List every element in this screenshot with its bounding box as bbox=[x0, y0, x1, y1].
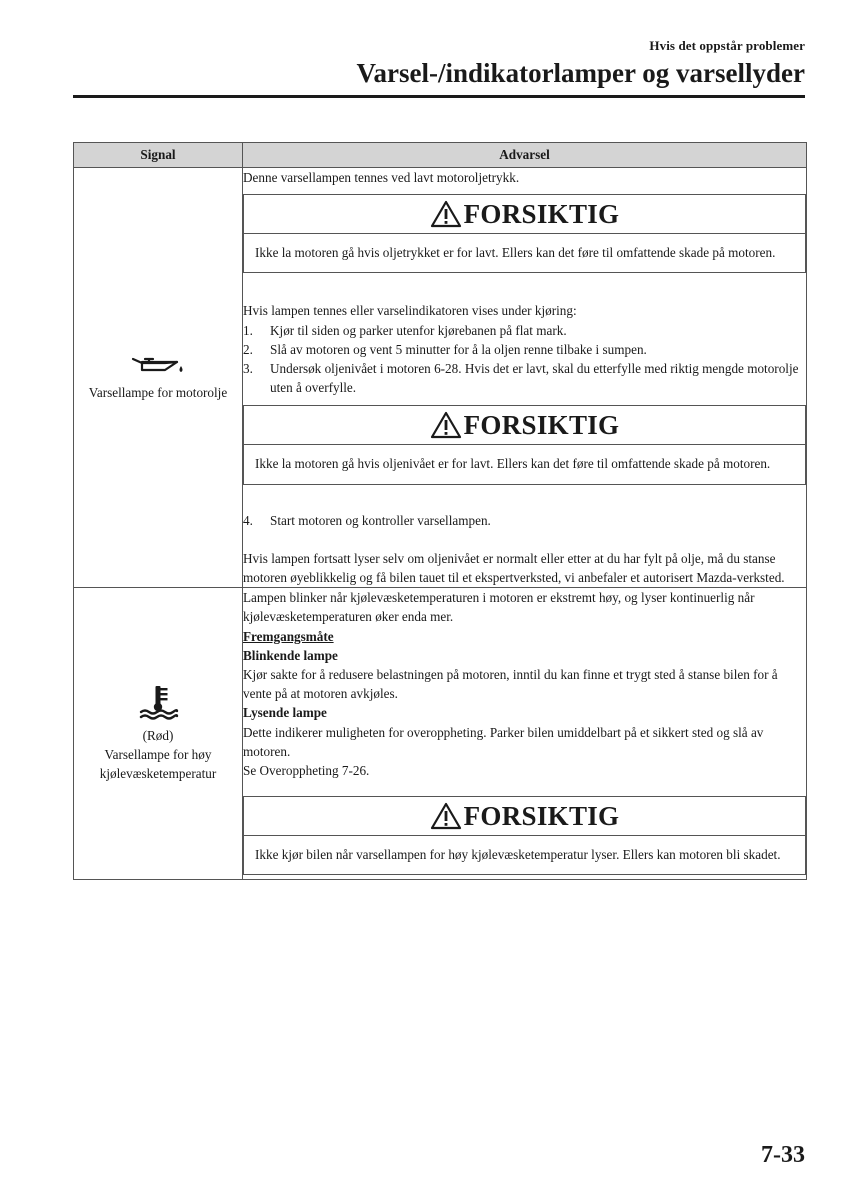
page-title: Varsel-/indikatorlamper og varsellyder bbox=[356, 58, 805, 88]
oil-closing: Hvis lampen fortsatt lyser selv om oljenivået er normalt eller etter at du har fylt på olje, må du stanse motoren øyeblikkelig og få bilen tauet til et ekspertverksted, vi anbefaler et autorisert Mazda-verksted. bbox=[243, 550, 785, 586]
caution-text: Ikke la motoren gå hvis oljetrykket er for lavt. Ellers kan det føre til omfattende skade på motoren. bbox=[255, 245, 776, 261]
caution-heading-text: FORSIKTIG bbox=[463, 800, 620, 831]
warning-triangle-icon bbox=[430, 200, 462, 228]
column-header-warning: Advarsel bbox=[243, 143, 807, 168]
table-row bbox=[74, 588, 807, 880]
step-text: Start motoren og kontroller varsellampen. bbox=[270, 512, 491, 528]
warning-triangle-icon bbox=[430, 411, 462, 439]
warning-triangle-icon bbox=[430, 802, 462, 830]
list-item bbox=[243, 511, 806, 530]
advice-cell bbox=[243, 588, 807, 880]
blinking-text: Kjør sakte for å redusere belastningen på motoren, inntil du kan finne et trygt sted å stanse bilen for å vente på at motoren avkjøles. bbox=[243, 667, 778, 702]
signal-label-coolant: Varsellampe for høy kjølevæsketemperatur bbox=[99, 747, 217, 782]
title-rule bbox=[73, 95, 805, 98]
caution-text: Ikke kjør bilen når varsellampen for høy kjølevæsketemperatur lyser. Ellers kan motoren bli skadet. bbox=[255, 847, 781, 863]
caution-heading bbox=[244, 195, 805, 234]
procedure-heading: Fremgangsmåte bbox=[243, 628, 334, 644]
coolant-intro: Lampen blinker når kjølevæsketemperaturen i motoren er ekstremt høy, og lyser kontinuerlig når kjølevæsketemperaturen øker enda mer. bbox=[243, 590, 755, 625]
caution-heading bbox=[244, 797, 805, 836]
column-header-signal: Signal bbox=[74, 143, 243, 168]
oil-intro: Denne varsellampen tennes ved lavt motoroljetrykk. bbox=[243, 170, 520, 185]
advice-cell bbox=[243, 168, 807, 588]
table-row bbox=[74, 168, 807, 588]
step-text: Slå av motoren og vent 5 minutter for å la oljen renne tilbake i sumpen. bbox=[270, 341, 647, 357]
see-also: Se Overoppheting 7-26. bbox=[243, 763, 370, 779]
caution-box bbox=[243, 194, 806, 273]
section-label: Hvis det oppstår problemer bbox=[649, 38, 805, 53]
step-number: 3. bbox=[243, 361, 253, 377]
list-item bbox=[243, 340, 806, 359]
warning-table bbox=[73, 142, 807, 880]
signal-color-label: (Rød) bbox=[142, 728, 174, 744]
step-text: Kjør til siden og parker utenfor kjørebanen på flat mark. bbox=[270, 322, 567, 338]
signal-cell bbox=[74, 168, 243, 588]
blinking-heading: Blinkende lampe bbox=[243, 647, 338, 663]
caution-heading-text: FORSIKTIG bbox=[463, 409, 620, 440]
oil-can-icon bbox=[129, 353, 187, 377]
caution-text: Ikke la motoren gå hvis oljenivået er for lavt. Ellers kan det føre til omfattende skade på motoren. bbox=[255, 456, 771, 472]
steps-intro: Hvis lampen tennes eller varselindikatoren vises under kjøring: bbox=[243, 303, 577, 319]
table-header-row bbox=[74, 143, 807, 168]
steps-list bbox=[243, 321, 806, 398]
caution-heading-text: FORSIKTIG bbox=[463, 198, 620, 229]
step-text: Undersøk oljenivået i motoren 6-28. Hvis det er lavt, skal du etterfylle med riktig mengde motorolje uten å overfylle. bbox=[270, 361, 799, 396]
steady-heading: Lysende lampe bbox=[243, 705, 327, 721]
caution-heading bbox=[244, 406, 805, 445]
list-item bbox=[243, 359, 806, 397]
steps-list bbox=[243, 511, 806, 530]
step-number: 2. bbox=[243, 341, 253, 357]
step-number: 4. bbox=[243, 512, 253, 528]
signal-label-oil: Varsellampe for motorolje bbox=[88, 385, 228, 401]
steady-text: Dette indikerer muligheten for overoppheting. Parker bilen umiddelbart på et sikkert sted og slå av motoren. bbox=[243, 724, 764, 759]
list-item bbox=[243, 321, 806, 340]
step-number: 1. bbox=[243, 322, 253, 338]
coolant-temperature-icon bbox=[137, 684, 179, 720]
page-number: 7-33 bbox=[761, 1142, 805, 1168]
caution-box bbox=[243, 796, 806, 875]
caution-box bbox=[243, 405, 806, 484]
signal-cell bbox=[74, 588, 243, 880]
